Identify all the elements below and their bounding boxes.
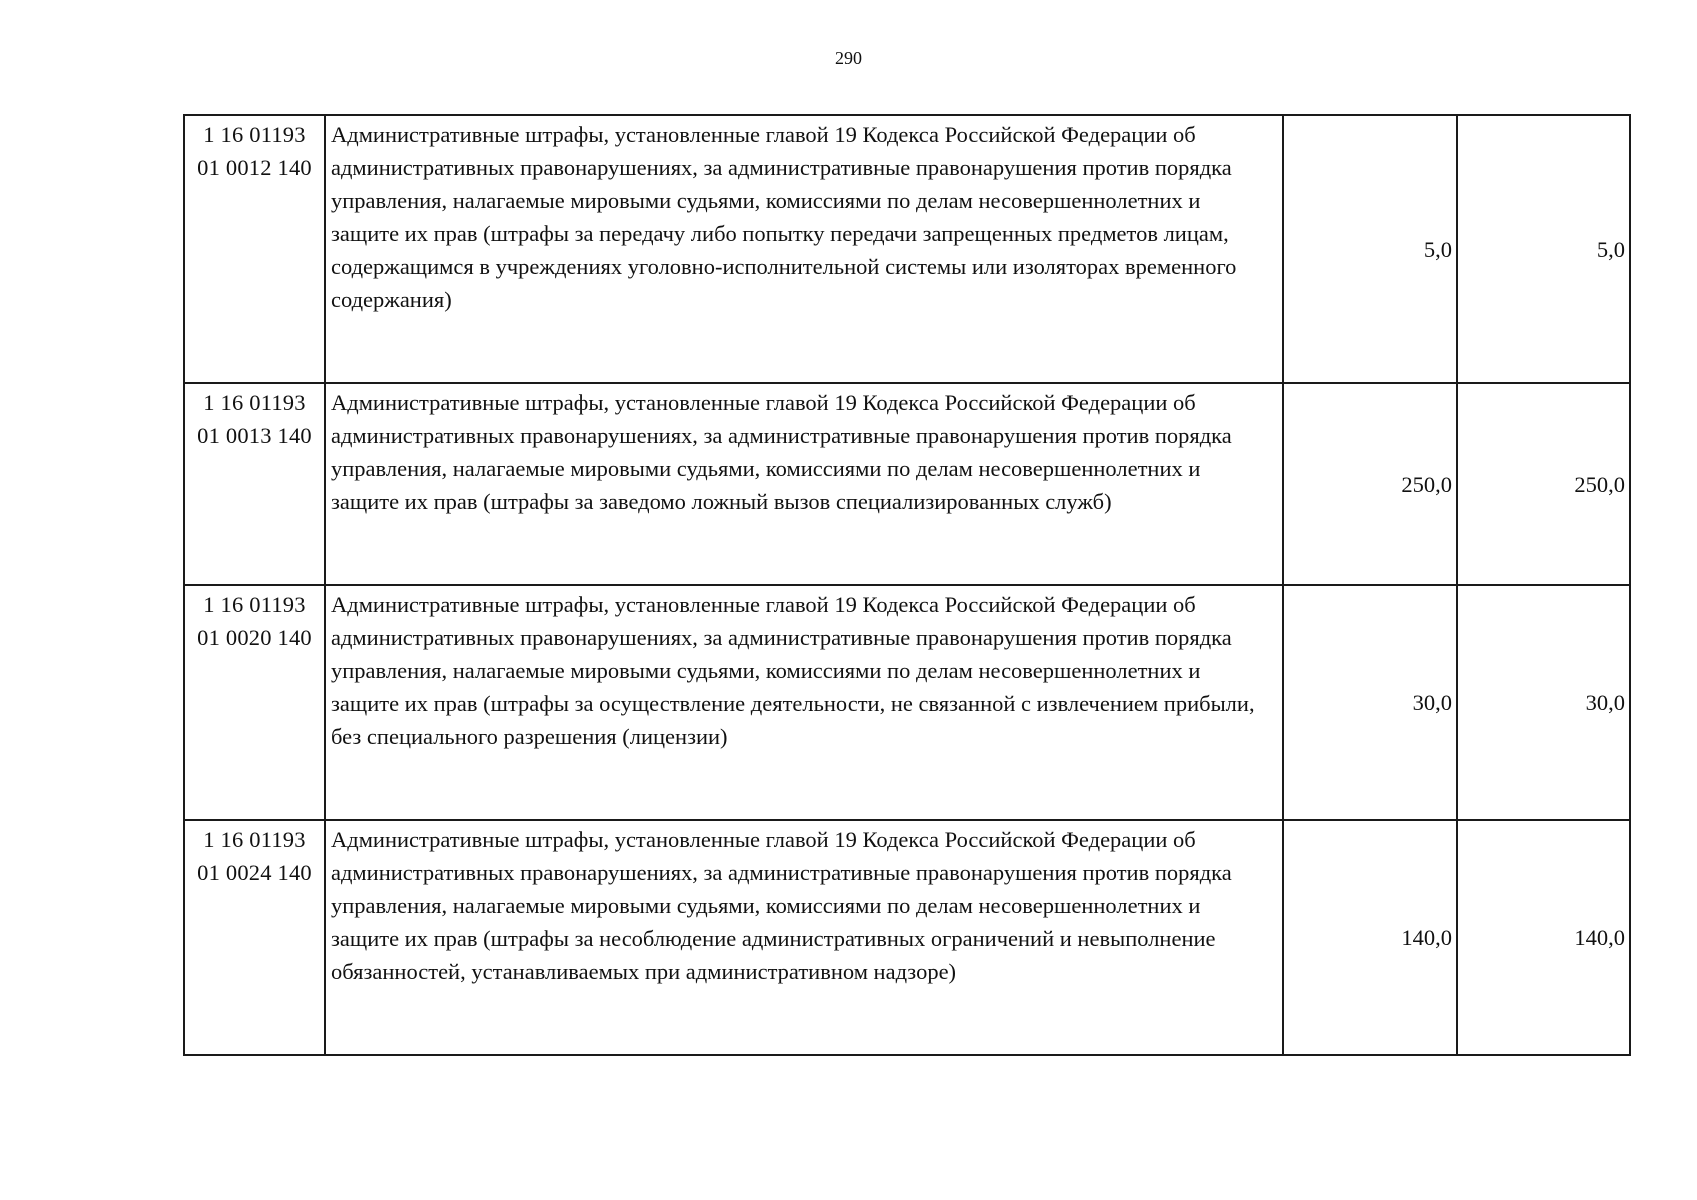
budget-code-line-1: 1 16 01193 — [203, 827, 306, 852]
budget-code-line-2: 01 0024 140 — [197, 860, 312, 885]
amount-cell-1: 5,0 — [1283, 115, 1457, 383]
page-number: 290 — [835, 48, 862, 68]
budget-code-cell — [184, 585, 325, 820]
budget-code-line-2: 01 0020 140 — [197, 625, 312, 650]
amount-cell-2: 5,0 — [1457, 115, 1630, 383]
description-cell: Административные штрафы, установленные главой 19 Кодекса Российской Федерации об административных правонарушениях, за административные правонарушения против порядка управления, налагаемые мировыми судьями, комиссиями по делам несовершеннолетних и защите их прав (штрафы за несоблюдение административных ограничений и невыполнение обязанностей, устанавливаемых при административном надзоре) — [325, 820, 1283, 1055]
budget-code-cell — [184, 383, 325, 585]
budget-code-line-1: 1 16 01193 — [203, 592, 306, 617]
budget-code-cell — [184, 820, 325, 1055]
budget-code-line-1: 1 16 01193 — [203, 122, 306, 147]
budget-code-cell — [184, 115, 325, 383]
amount-cell-2: 30,0 — [1457, 585, 1630, 820]
description-cell: Административные штрафы, установленные главой 19 Кодекса Российской Федерации об административных правонарушениях, за административные правонарушения против порядка управления, налагаемые мировыми судьями, комиссиями по делам несовершеннолетних и защите их прав (штрафы за осуществление деятельности, не связанной с извлечением прибыли, без специального разрешения (лицензии) — [325, 585, 1283, 820]
table-row — [184, 820, 1630, 1055]
budget-code-line-2: 01 0013 140 — [197, 423, 312, 448]
table-row — [184, 383, 1630, 585]
budget-code-line-2: 01 0012 140 — [197, 155, 312, 180]
amount-cell-2: 250,0 — [1457, 383, 1630, 585]
table-row — [184, 585, 1630, 820]
amount-cell-1: 30,0 — [1283, 585, 1457, 820]
amount-cell-1: 140,0 — [1283, 820, 1457, 1055]
table-row — [184, 115, 1630, 383]
revenue-table — [183, 114, 1631, 1056]
amount-cell-1: 250,0 — [1283, 383, 1457, 585]
budget-code-line-1: 1 16 01193 — [203, 390, 306, 415]
description-cell: Административные штрафы, установленные главой 19 Кодекса Российской Федерации об административных правонарушениях, за административные правонарушения против порядка управления, налагаемые мировыми судьями, комиссиями по делам несовершеннолетних и защите их прав (штрафы за заведомо ложный вызов специализированных служб) — [325, 383, 1283, 585]
description-cell: Административные штрафы, установленные главой 19 Кодекса Российской Федерации об административных правонарушениях, за административные правонарушения против порядка управления, налагаемые мировыми судьями, комиссиями по делам несовершеннолетних и защите их прав (штрафы за передачу либо попытку передачи запрещенных предметов лицам, содержащимся в учреждениях уголовно-исполнительной системы или изоляторах временного содержания) — [325, 115, 1283, 383]
amount-cell-2: 140,0 — [1457, 820, 1630, 1055]
